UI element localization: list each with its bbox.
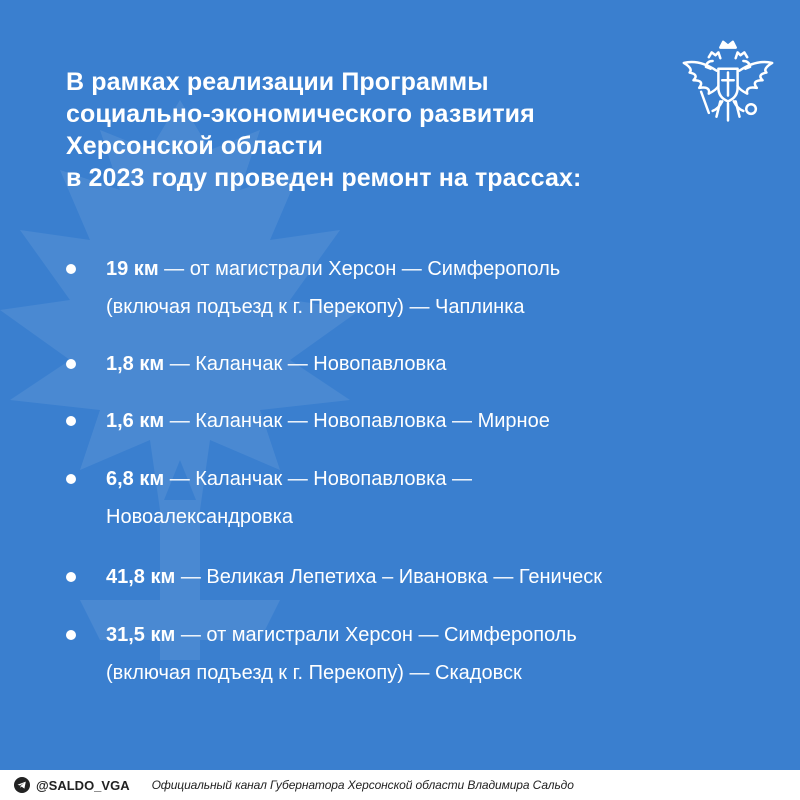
item-line-1 [106, 402, 746, 440]
item-length: 31,5 км [106, 624, 176, 646]
title-line: В рамках реализации Программы [66, 68, 489, 96]
item-route: — от магистрали Херсон — Симферополь [158, 258, 561, 280]
item-line-1 [106, 345, 746, 383]
list-item [66, 460, 746, 536]
bullet-icon [66, 264, 76, 274]
item-length: 41,8 км [106, 566, 176, 588]
item-length: 19 км [106, 258, 159, 280]
item-route: — от магистрали Херсон — Симферополь [175, 624, 577, 646]
item-length: 6,8 км [106, 468, 165, 490]
item-line-2: (включая подъезд к г. Перекопу) — Скадовск [106, 662, 522, 684]
bullet-icon [66, 630, 76, 640]
item-route: — Каланчак — Новопавловка [164, 353, 447, 375]
item-line-1 [106, 558, 746, 596]
footer-bar [0, 770, 800, 800]
footer-caption: Официальный канал Губернатора Херсонской области Владимира Сальдо [151, 778, 574, 792]
item-line-2: Новоалександровка [106, 506, 294, 528]
bullet-icon [66, 572, 76, 582]
list-item [66, 616, 746, 692]
list-item [66, 558, 746, 596]
bullet-icon [66, 474, 76, 484]
item-line-1 [106, 460, 746, 498]
item-route: — Каланчак — Новопавловка — Мирное [164, 410, 550, 432]
double-headed-eagle-emblem-icon [680, 38, 776, 134]
item-route: — Каланчак — Новопавловка — [164, 468, 473, 490]
telegram-icon [14, 777, 30, 793]
channel-handle-link[interactable]: @SALDO_VGA [36, 777, 130, 793]
item-length: 1,8 км [106, 353, 165, 375]
list-item [66, 345, 746, 383]
page-title [66, 66, 666, 194]
list-item [66, 402, 746, 440]
item-route: — Великая Лепетиха – Ивановка — Геническ [175, 566, 602, 588]
item-line-2: (включая подъезд к г. Перекопу) — Чаплинка [106, 296, 525, 318]
item-line-1 [106, 616, 746, 654]
bullet-icon [66, 416, 76, 426]
title-line: Херсонской области [66, 132, 323, 160]
item-length: 1,6 км [106, 410, 165, 432]
title-line: в 2023 году проведен ремонт на трассах: [66, 164, 582, 192]
bullet-icon [66, 359, 76, 369]
title-line: социально-экономического развития [66, 100, 535, 128]
item-line-1 [106, 250, 746, 288]
list-item [66, 250, 746, 326]
